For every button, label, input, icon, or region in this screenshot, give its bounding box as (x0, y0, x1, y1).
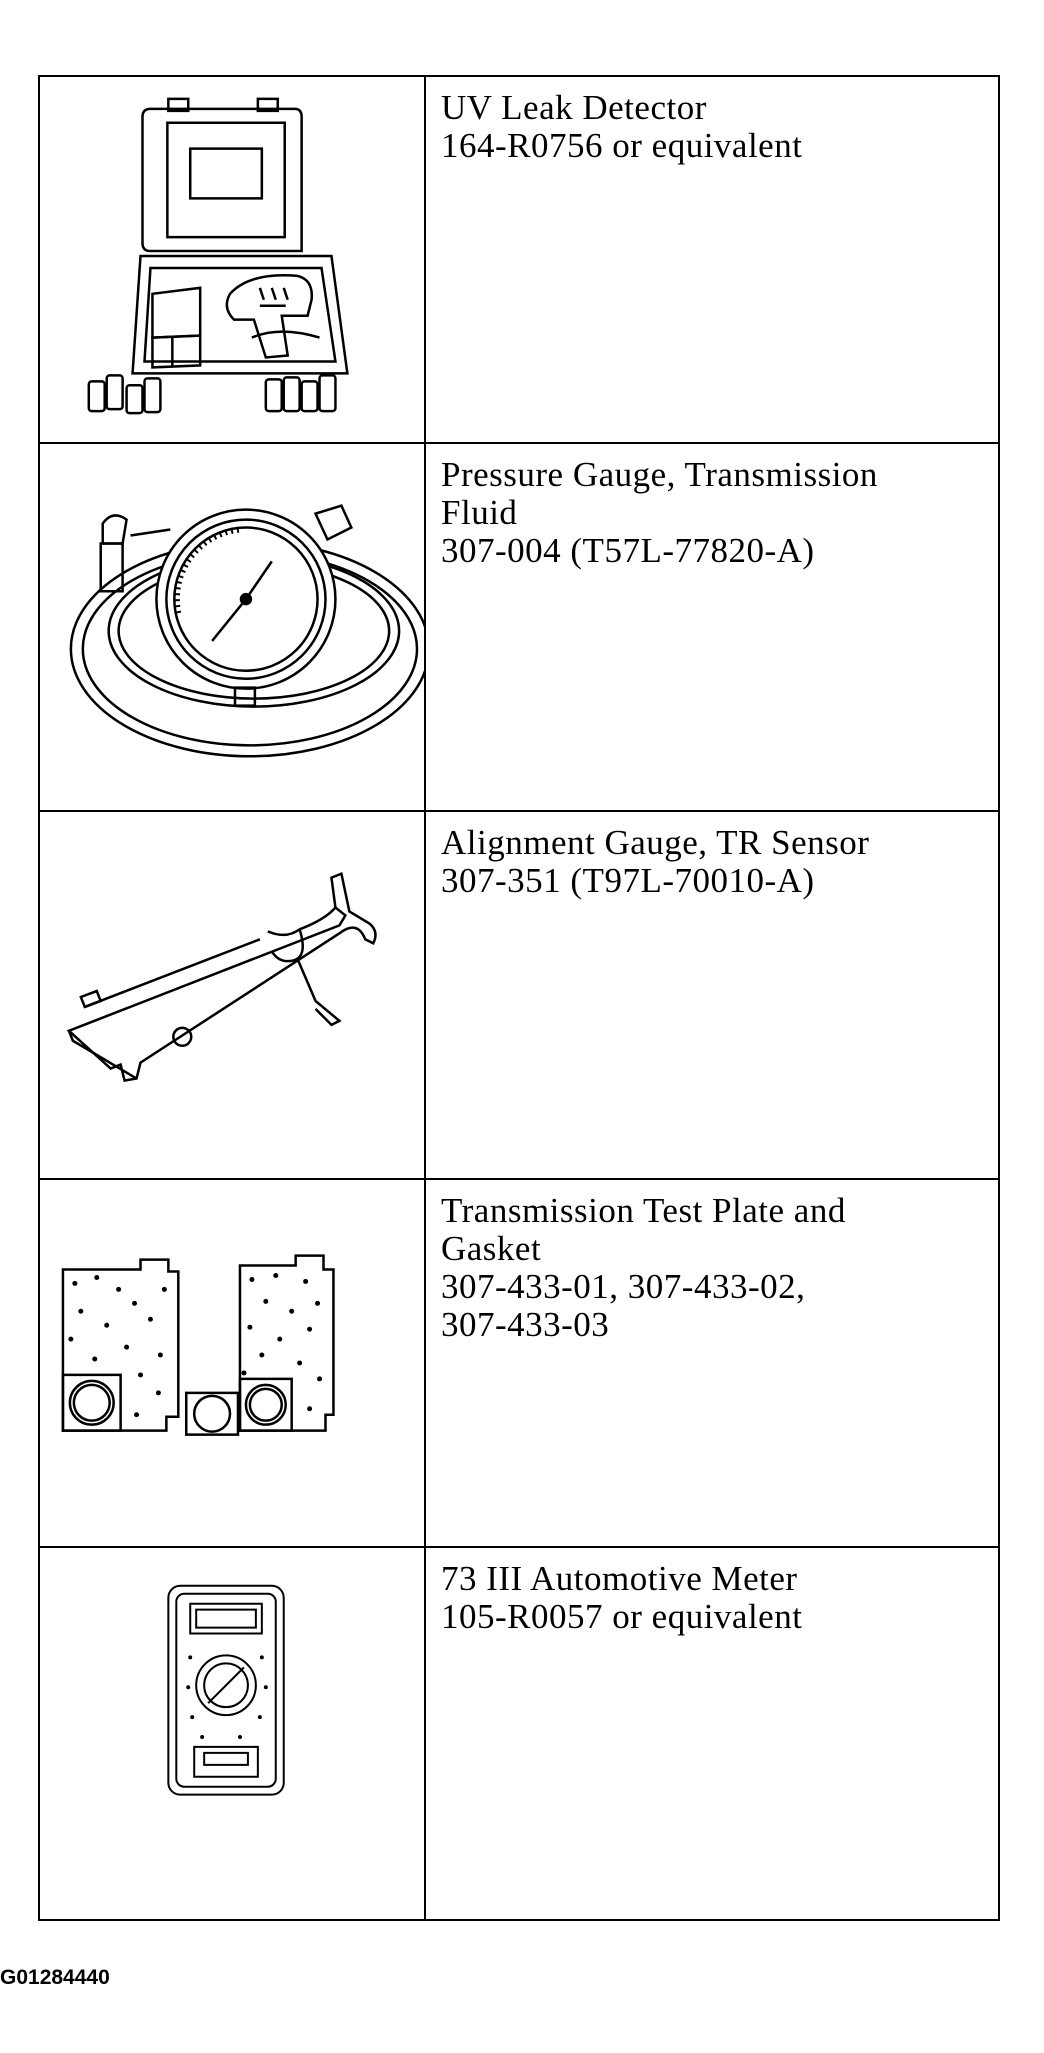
tool-image-cell (39, 76, 425, 443)
tool-part-number: 307-004 (T57L-77820-A) (441, 531, 815, 570)
tool-description-cell (425, 811, 999, 1179)
pressure-gauge-illustration (40, 444, 426, 810)
tool-name-line-2: Fluid (441, 493, 518, 532)
tool-image-cell (39, 1547, 425, 1920)
tool-name: UV Leak Detector (441, 88, 707, 127)
tool-part-number-line-2: 307-433-03 (441, 1305, 610, 1344)
tool-part-number: 164-R0756 or equivalent (441, 126, 803, 165)
tool-description-cell (425, 443, 999, 811)
tool-part-number: 307-351 (T97L-70010-A) (441, 861, 815, 900)
tool-name-line-1: Transmission Test Plate and (441, 1191, 846, 1230)
test-plate-illustration (40, 1180, 426, 1546)
figure-id: G01284440 (0, 1966, 110, 1989)
tool-row-test-plate (39, 1179, 999, 1547)
tool-name-line-1: Pressure Gauge, Transmission (441, 455, 878, 494)
tool-name: 73 III Automotive Meter (441, 1559, 798, 1598)
tool-row-alignment-gauge (39, 811, 999, 1179)
tool-row-pressure-gauge (39, 443, 999, 811)
tool-description-cell (425, 1179, 999, 1547)
tool-part-number-line-1: 307-433-01, 307-433-02, (441, 1267, 806, 1306)
tool-row-uv-leak-detector (39, 76, 999, 443)
tool-image-cell (39, 1179, 425, 1547)
alignment-gauge-illustration (40, 812, 426, 1178)
tool-name-line-2: Gasket (441, 1229, 542, 1268)
tool-image-cell (39, 443, 425, 811)
tool-part-number: 105-R0057 or equivalent (441, 1597, 803, 1636)
tool-description-cell (425, 1547, 999, 1920)
uv-leak-detector-illustration (40, 77, 426, 442)
tool-description-cell (425, 76, 999, 443)
tool-image-cell (39, 811, 425, 1179)
tool-row-automotive-meter (39, 1547, 999, 1920)
tool-name: Alignment Gauge, TR Sensor (441, 823, 870, 862)
automotive-meter-illustration (40, 1548, 426, 1919)
special-tools-table (38, 75, 1000, 1921)
